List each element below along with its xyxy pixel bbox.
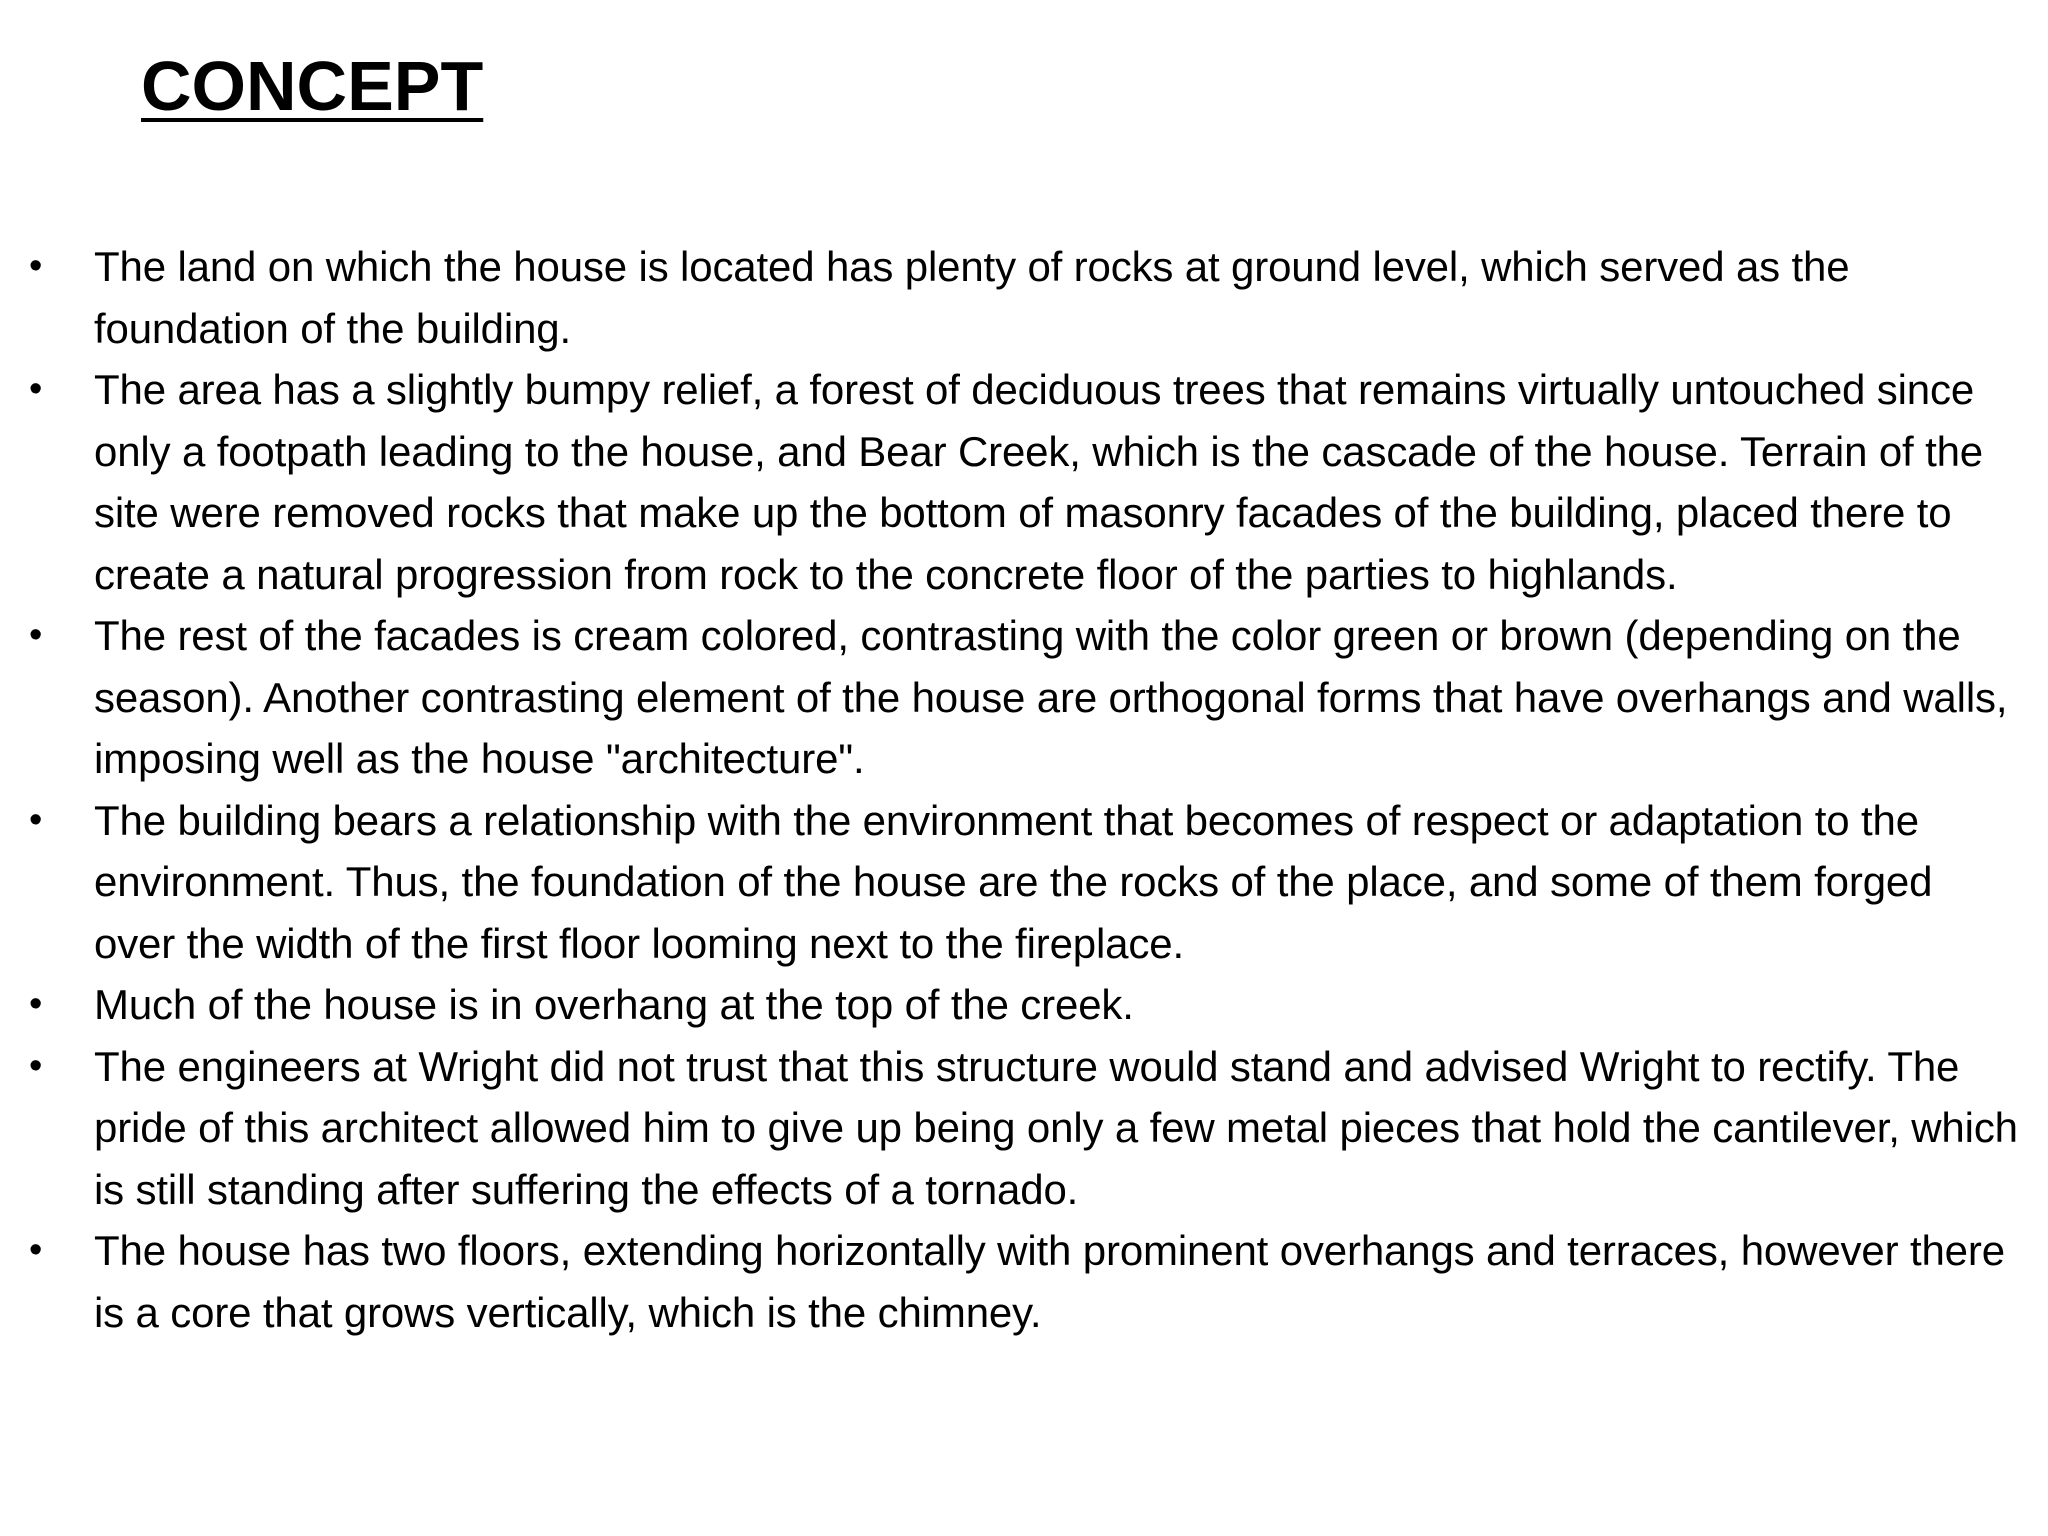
bullet-icon: • — [29, 368, 43, 410]
bullet-item — [0, 790, 2020, 975]
bullet-text: The building bears a relationship with the environment that becomes of respect or adaptation to the environment. Thus, the foundation of the house are the rocks of the place, and some of them forged over the width of the first floor looming next to the fireplace. — [94, 796, 1933, 967]
bullet-icon: • — [29, 1229, 43, 1271]
bullet-icon: • — [29, 798, 43, 841]
bullet-icon: • — [29, 614, 43, 656]
bullet-text: Much of the house is in overhang at the top of the creek. — [94, 981, 1134, 1028]
bullet-text: The house has two floors, extending horizontally with prominent overhangs and terraces, however there is a core that grows vertically, which is the chimney. — [94, 1227, 2005, 1336]
bullet-text: The land on which the house is located has plenty of rocks at ground level, which served as the foundation of the building. — [94, 243, 1850, 352]
bullet-text: The engineers at Wright did not trust that this structure would stand and advised Wright to rectify. The pride of this architect allowed him to give up being only a few metal pieces that hold the cantilever, which is still standing after suffering the effects of a tornado. — [94, 1042, 2018, 1213]
bullet-icon: • — [29, 245, 43, 287]
slide-title: CONCEPT — [141, 47, 484, 125]
bullet-item — [0, 974, 2020, 1036]
bullet-item — [0, 605, 2020, 790]
bullet-icon: • — [29, 1044, 43, 1087]
bullet-item — [0, 359, 2020, 605]
bullet-item — [0, 1220, 2020, 1343]
bullet-item — [0, 1036, 2020, 1221]
bullet-text: The rest of the facades is cream colored, contrasting with the color green or brown (depending on the season). Another contrasting element of the house are orthogonal forms that have overhangs and walls, imposing well as the house "architecture". — [94, 612, 2008, 782]
bullet-item — [0, 236, 2020, 359]
bullet-icon: • — [29, 983, 43, 1025]
bullet-text: The area has a slightly bumpy relief, a forest of deciduous trees that remains virtually untouched since only a footpath leading to the house, and Bear Creek, which is the cascade of the house. Terrain of the site were removed rocks that make up the bottom of masonry facades of the building, placed there to create a natural progression from rock to the concrete floor of the parties to highlands. — [94, 366, 1984, 598]
bullet-list — [0, 236, 2020, 1343]
